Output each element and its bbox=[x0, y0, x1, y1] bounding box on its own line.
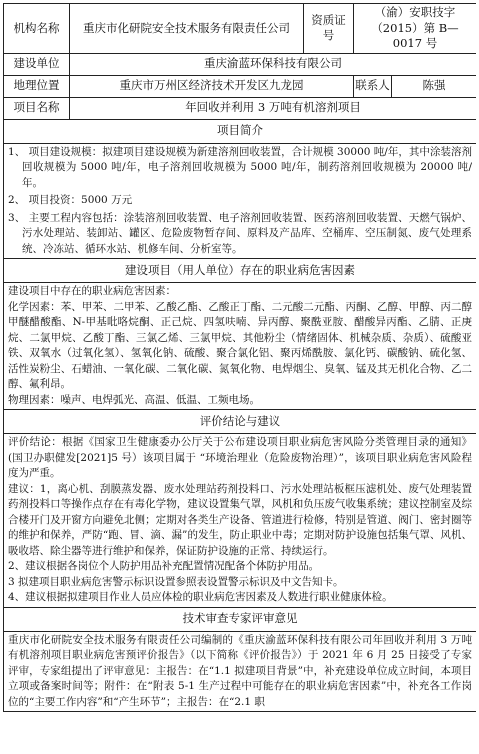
evaluation-conclusion: 评价结论：根据《国家卫生健康委办公厅关于公布建设项目职业病危害风险分类管理目录的通知》(国卫办职健发[2021]5 号）该项目属于 “环境治理业（危险废物治理）”，该项目职业病危害风险程度为严重。 bbox=[8, 436, 473, 479]
contact-label: 联系人 bbox=[354, 75, 392, 97]
hazards-title-row bbox=[4, 259, 477, 283]
intro-title-row bbox=[4, 119, 477, 143]
review-title: 技术审查专家评审意见 bbox=[4, 607, 477, 631]
header-row bbox=[4, 4, 477, 54]
hazards-body bbox=[4, 283, 477, 410]
intro-title: 项目简介 bbox=[4, 119, 477, 143]
location-value: 重庆市万州区经济技术开发区九龙园 bbox=[70, 75, 354, 97]
evaluation-title-row bbox=[4, 410, 477, 434]
org-name: 重庆市化研院安全技术服务有限责任公司 bbox=[70, 4, 304, 54]
intro-item-scale: 1、 项目建设规模：拟建项目建设规模为新建溶剂回收装置，合计规模 30000 吨/年，其中涂装溶剂回收规模为 5000 吨/年，电子溶剂回收规模为 5000 吨/年，制药溶剂回收规模为 20000 吨/年。 bbox=[8, 145, 473, 189]
project-label: 项目名称 bbox=[4, 97, 70, 119]
hazards-physical: 物理因素：噪声、电焊弧光、高温、低温、工频电场。 bbox=[8, 393, 260, 406]
review-text: 重庆市化研院安全技术服务有限责任公司编制的《重庆渝蓝环保科技有限公司年回收并利用 3 万吨有机溶剂项目职业病危害预评价报告》（以下简称《评价报告》）于 2021 年 6 月 25 日接受了专家评审，专家组提出了评审意见：主报告：在“1.1 拟建项目背景”中，补充建设单位成立时间，本项目立项或备案时间等；附件：在“附表 5-1 生产过程中可能存在的职业病危害因素”中，补充各工作岗位的“主要工作内容”和“产生环节”；主报告：在“2.1 职 bbox=[8, 633, 473, 708]
intro-item-contents: 3、 主要工程内容包括：涂装溶剂回收装置、电子溶剂回收装置、医药溶剂回收装置、天燃气锅炉、污水处理站、装卸站、罐区、危险废物暂存间、原料及产品库、空桶库、空压制氮、废气处理系统、冷冻站、循环水站、机修车间、分析室等。 bbox=[8, 211, 473, 255]
evaluation-body-row bbox=[4, 434, 477, 608]
evaluation-document bbox=[3, 3, 476, 751]
hazards-chemical: 化学因素：苯、甲苯、二甲苯、乙酸乙酯、乙酸正丁酯、二元酸二元酯、丙酮、乙醇、甲醇、丙二醇甲醚醋酸酯、N-甲基吡咯烷酮、正己烷、四氢呋喃、异丙醇、聚酰亚胺、醋酸异丙酯、乙腈、正庚烷、二氯甲烷、乙酸丁酯、三氯乙烯、三氯甲烷、其他粉尘（情绪固体、机械杂质、杂质）、硫酸亚铁、双氧水（过氧化氢）、氢氧化钠、硫酸、聚合氯化铝、聚丙烯酰胺、氯化钙、碳酸钠、硫化氢、活性炭粉尘、石蜡油、一氧化碳、二氧化碳、氮氧化物、电焊烟尘、臭氧、锰及其无机化合物、乙二醇、氟利昂。 bbox=[8, 300, 473, 390]
hazards-intro: 建设项目中存在的职业病危害因素： bbox=[8, 285, 176, 297]
location-label: 地理位置 bbox=[4, 75, 70, 97]
project-name: 年回收并利用 3 万吨有机溶剂项目 bbox=[70, 97, 477, 119]
construction-label: 建设单位 bbox=[4, 53, 70, 75]
evaluation-title: 评价结论与建议 bbox=[4, 410, 477, 434]
cert-label: 资质证号 bbox=[304, 4, 354, 54]
info-table bbox=[3, 3, 476, 712]
review-body bbox=[4, 631, 477, 712]
contact-name: 陈强 bbox=[392, 75, 477, 97]
location-row bbox=[4, 75, 477, 97]
cert-number: （渝）安职技字（2015）第 B—0017 号 bbox=[354, 4, 477, 54]
evaluation-body bbox=[4, 434, 477, 608]
construction-unit: 重庆渝蓝环保科技有限公司 bbox=[70, 53, 477, 75]
intro-body-row bbox=[4, 143, 477, 259]
construction-row bbox=[4, 53, 477, 75]
evaluation-suggestion-4: 4、建议根据拟建项目作业人员应体检的职业病危害因素及人数进行职业健康体检。 bbox=[8, 591, 393, 603]
hazards-body-row bbox=[4, 283, 477, 410]
evaluation-suggestion-1: 建议：1，离心机、刮膜蒸发器、废水处理站药剂投料口、污水处理站板框压滤机处、废气处理装置药剂投料口等操作点存在有毒化学物，建议设置集气罩，风机和负压废气收集系统；建议控制室及综合楼开门及开窗方向避免北侧；定期对各类生产设备、管道进行检修，特别是管道、阀门、密封圈等的维护和保养，严防“跑、冒、滴、漏”的发生，防止职业中毒；定期对防护设施包括集气罩、风机、吸收塔、除尘器等进行维护和保养，保证防护设施的正常、持续运行。 bbox=[8, 482, 473, 557]
org-label: 机构名称 bbox=[4, 4, 70, 54]
evaluation-suggestion-2: 2、建议根据各岗位个人防护用品补充配置情况配备个体防护用品。 bbox=[8, 560, 320, 572]
intro-body bbox=[4, 143, 477, 259]
evaluation-suggestion-3: 3 拟建项目职业病危害警示标识设置参照表设置警示标识及中文告知卡。 bbox=[8, 575, 344, 588]
review-body-row bbox=[4, 631, 477, 712]
review-title-row bbox=[4, 607, 477, 631]
intro-item-investment: 2、 项目投资：5000 万元 bbox=[8, 194, 133, 206]
hazards-title: 建设项目（用人单位）存在的职业病危害因素 bbox=[4, 259, 477, 283]
project-row bbox=[4, 97, 477, 119]
